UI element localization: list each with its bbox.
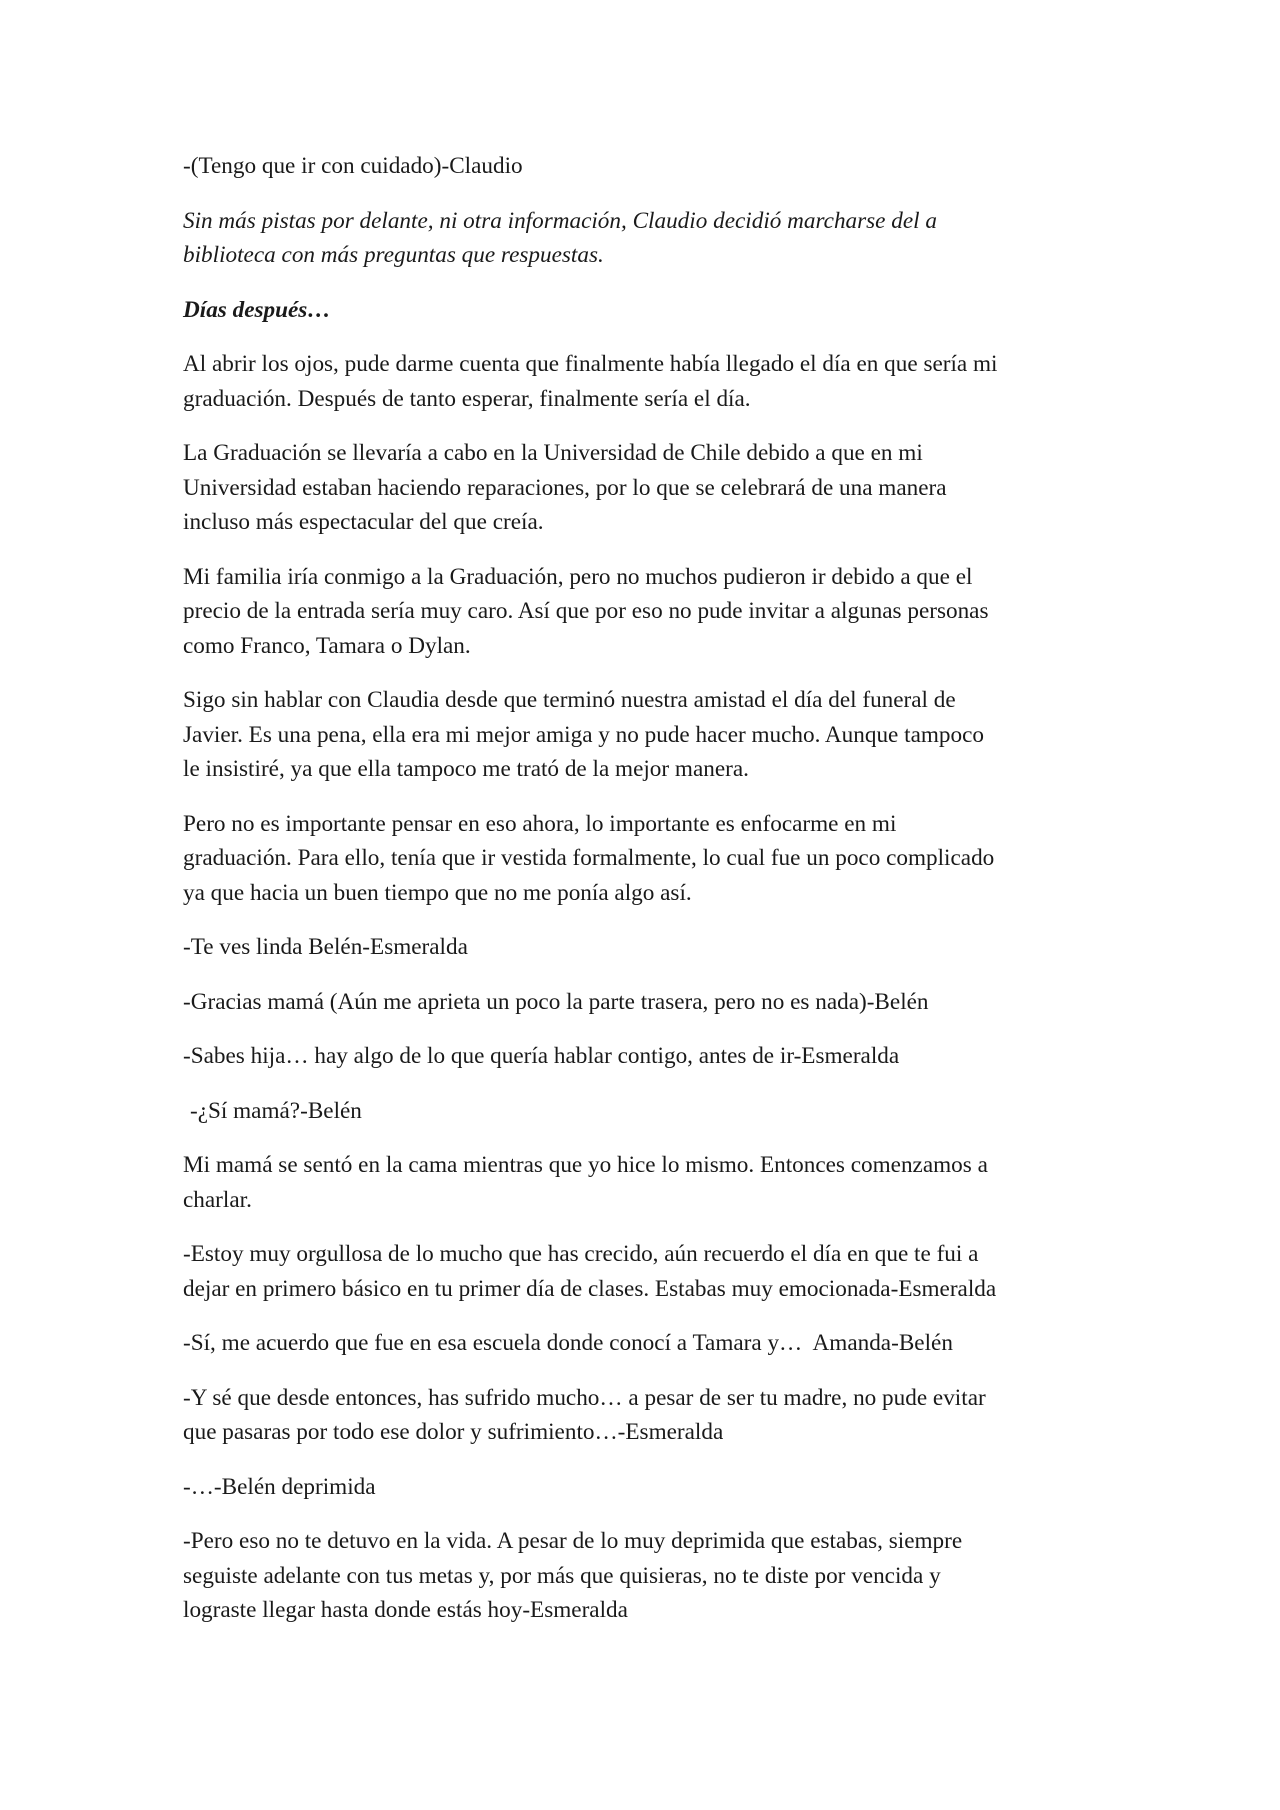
dialogue-line: -Y sé que desde entonces, has sufrido mucho… a pesar de ser tu madre, no pude evitar que pasaras por todo ese dolor y sufrimiento…-Esmeralda <box>183 1384 986 1445</box>
body-paragraph: Mi familia iría conmigo a la Graduación, pero no muchos pudieron ir debido a que el precio de la entrada sería muy caro. Así que por eso no pude invitar a algunas personas como Franco, Tamara o Dylan. <box>183 563 989 659</box>
document-body <box>183 149 1103 1648</box>
dialogue-line: -Sí, me acuerdo que fue en esa escuela donde conocí a Tamara y… Amanda-Belén <box>183 1330 953 1356</box>
body-paragraph: Al abrir los ojos, pude darme cuenta que finalmente había llegado el día en que sería mi graduación. Después de tanto esperar, finalmente sería el día. <box>183 351 998 412</box>
dialogue-line: -Gracias mamá (Aún me aprieta un poco la parte trasera, pero no es nada)-Belén <box>183 988 929 1015</box>
dialogue-line: -…-Belén deprimida <box>183 1473 376 1500</box>
section-heading: Días después… <box>183 296 331 323</box>
dialogue-line: -(Tengo que ir con cuidado)-Claudio <box>183 153 523 179</box>
body-paragraph: Sigo sin hablar con Claudia desde que terminó nuestra amistad el día del funeral de Javier. Es una pena, ella era mi mejor amiga y no pude hacer mucho. Aunque tampoco le insistiré, ya que ella tampoco me trató de la mejor manera. <box>183 687 984 782</box>
dialogue-line: -Pero eso no te detuvo en la vida. A pesar de lo muy deprimida que estabas, siempre seguiste adelante con tus metas y, por más que quisieras, no te diste por vencida y lograste llegar hasta donde estás hoy-Esmeralda <box>183 1528 963 1623</box>
body-paragraph: Mi mamá se sentó en la cama mientras que yo hice lo mismo. Entonces comenzamos a charlar. <box>183 1152 988 1213</box>
dialogue-line: -Sabes hija… hay algo de lo que quería hablar contigo, antes de ir-Esmeralda <box>183 1043 900 1069</box>
dialogue-line: -Te ves linda Belén-Esmeralda <box>183 934 468 960</box>
dialogue-line: -¿Sí mamá?-Belén <box>190 1097 362 1124</box>
body-paragraph: La Graduación se llevaría a cabo en la Universidad de Chile debido a que en mi Universidad estaban haciendo reparaciones, por lo que se celebrará de una manera incluso más espectacular del que creía. <box>183 440 947 535</box>
body-paragraph: Pero no es importante pensar en eso ahora, lo importante es enfocarme en mi graduación. Para ello, tenía que ir vestida formalmente, lo cual fue un poco complicado ya que hacia un buen tiempo que no me ponía algo así. <box>183 810 995 906</box>
narration-paragraph: Sin más pistas por delante, ni otra información, Claudio decidió marcharse del a biblioteca con más preguntas que respuestas. <box>183 207 937 268</box>
dialogue-line: -Estoy muy orgullosa de lo mucho que has crecido, aún recuerdo el día en que te fui a dejar en primero básico en tu primer día de clases. Estabas muy emocionada-Esmeralda <box>183 1241 997 1302</box>
